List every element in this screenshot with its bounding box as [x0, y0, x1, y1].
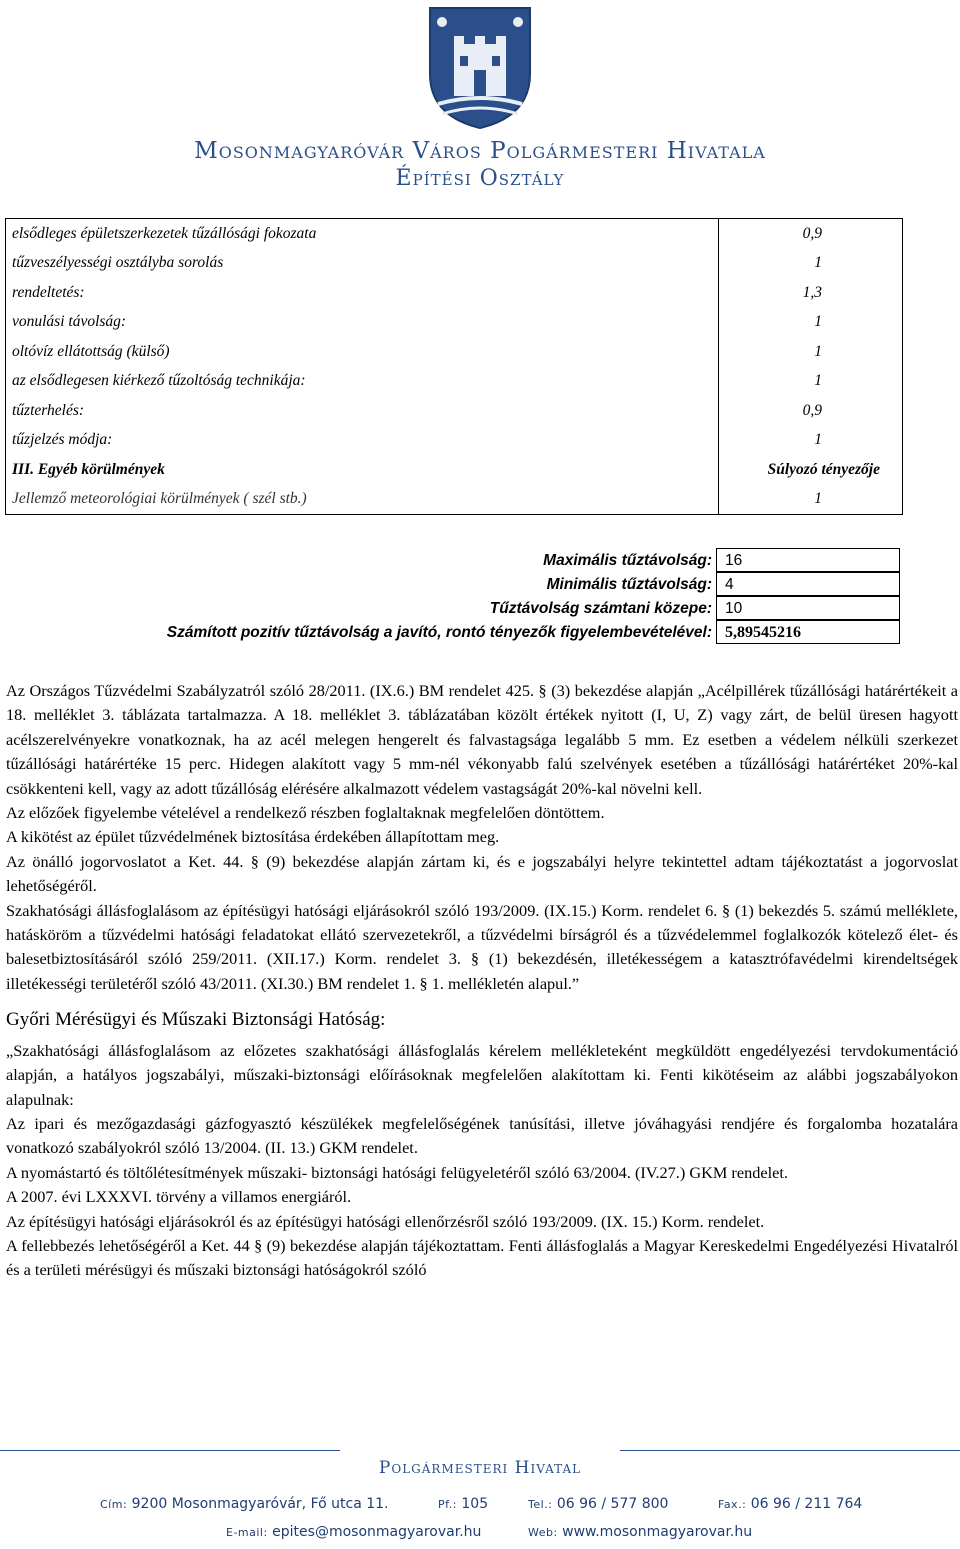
meteo-value: 1	[719, 485, 903, 515]
factor-value: 1	[719, 308, 903, 338]
computed-distance-value: 5,89545216	[716, 620, 900, 644]
factor-row	[6, 308, 903, 338]
paragraph: Az ipari és mezőgazdasági gázfogyasztó készülékek megfelelőségének tanúsítási, illetve jóváhagyási rendjére és forgalomba hozatalára vonatkozó szabályokról szóló 13/2004. (II. 13.) GKM rendelet.	[6, 1113, 958, 1158]
weight-header: Súlyozó tényezője	[719, 455, 903, 485]
office-title: Mosonmagyaróvár Város Polgármesteri Hivatala	[194, 138, 766, 164]
factor-row	[6, 396, 903, 426]
max-distance-row	[0, 548, 960, 574]
paragraph: Az előzőek figyelembe vételével a rendelkező részben foglaltaknak megfelelően döntöttem.	[6, 803, 605, 823]
factor-label: tűzjelzés módja:	[6, 426, 719, 456]
factor-label: oltóvíz ellátottság (külső)	[6, 337, 719, 367]
factor-value: 0,9	[719, 396, 903, 426]
section3-label: III. Egyéb körülmények	[6, 455, 719, 485]
paragraph: A nyomástartó és töltőlétesítmények műszaki- biztonsági hatósági felügyeletéről szóló 63/2004. (IV.27.) GKM rendelet.	[6, 1162, 788, 1182]
factor-label: elsődleges épületszerkezetek tűzállósági fokozata	[6, 219, 719, 249]
footer-rule-right	[620, 1450, 960, 1451]
footer-rule-left	[0, 1450, 340, 1451]
factor-row	[6, 337, 903, 367]
paragraph: Az Országos Tűzvédelmi Szabályzatról szóló 28/2011. (IX.6.) BM rendelet 425. § (3) bekezdése alapján „Acélpillérek tűzállósági határértékeit a 18. melléklet 3. táblázata tartalmazza. A 18. melléklet 3. táblázatában közölt értékek nyitott (I, U, Z) vagy zárt, de belül üresen hagyott acélszerelvényekre vonatkoznak, ha az acél melegen hengerelt és falvastagsága legalább 5 mm. Ez esetben a védelem nélküli szerkezet tűzállósági határértéke 15 perc. Hidegen alakított vagy 5 mm-nél vékonyabb falú szelvények esetében a tűzállósági határértéket 20%-kal csökkenteni kell, vagy az adott tűzállóság elérésére alkalmazott védelem vastagságát 20%-kal növelni kell.	[6, 681, 958, 798]
factor-row	[6, 278, 903, 308]
avg-distance-value: 10	[716, 596, 900, 620]
paragraph: Az építésügyi hatósági eljárásokról és az építésügyi hatósági ellenőrzésről szóló 193/2009. (IX. 15.) Korm. rendelet.	[6, 1211, 765, 1231]
meteo-row	[6, 485, 903, 515]
factor-value: 1	[719, 337, 903, 367]
footer-address: Cím: 9200 Mosonmagyaróvár, Fő utca 11.	[100, 1496, 389, 1512]
footer-phone: Tel.: 06 96 / 577 800	[528, 1496, 669, 1512]
factor-label: az elsődlegesen kiérkező tűzoltóság technikája:	[6, 367, 719, 397]
paragraph: „Szakhatósági állásfoglalásom az előzetes szakhatósági állásfoglalás kérelem mellékleteként megküldött engedélyezési tervdokumentáció alapján, a hatályos jogszabályi, műszaki-biztonsági előírásoknak megfelelően alakítottam ki. Fenti kikötéseim az alábbi jogszabályokon alapulnak:	[6, 1040, 958, 1109]
footer-email[interactable]: E-mail: epites@mosonmagyarovar.hu	[226, 1524, 482, 1540]
factor-row	[6, 426, 903, 456]
avg-distance-row	[0, 596, 960, 622]
max-distance-value: 16	[716, 548, 900, 572]
factor-value: 1	[719, 249, 903, 279]
factor-label: rendeltetés:	[6, 278, 719, 308]
section3-row	[6, 455, 903, 485]
paragraph: Az önálló jogorvoslatot a Ket. 44. § (9) bekezdése alapján zártam ki, és e jogszabályi helyre tekintettel adtam tájékoztatást a jogorvoslat lehetőségéről.	[6, 851, 958, 896]
factor-label: tűzveszélyességi osztályba sorolás	[6, 249, 719, 279]
factor-value: 1	[719, 426, 903, 456]
min-distance-value: 4	[716, 572, 900, 596]
paragraph: A 2007. évi LXXXVI. törvény a villamos energiáról.	[6, 1187, 352, 1207]
max-distance-label: Maximális tűztávolság:	[543, 552, 712, 569]
paragraph: A kikötést az épület tűzvédelmének biztosítása érdekében állapítottam meg.	[6, 827, 500, 847]
factor-value: 1	[719, 367, 903, 397]
computed-distance-row	[0, 620, 960, 646]
paragraph: Szakhatósági állásfoglalásom az építésügyi hatósági eljárásokról szóló 193/2009. (IX.15.) Korm. rendelet 6. § (1) bekezdés 5. számú melléklete, hatásköröm a tűzvédelmi hatósági feladatokat ellátó szervezetekről, a tűzvédelmi bírságról és a tűzvédelemmel foglalkozók kötelező élet- és balesetbiztosításáról szóló 259/2011. (XII.17.) Korm. rendelet 3. § (1) bekezdésén, illetékességem a katasztrófavédelmi kirendeltségek illetékességi területéről szóló 43/2011. (XI.30.) BM rendelet 1. § 1. mellékletén alapul.”	[6, 900, 958, 993]
factor-value: 0,9	[719, 219, 903, 249]
meteo-label: Jellemző meteorológiai körülmények ( szél stb.)	[6, 485, 719, 515]
city-coat-of-arms-icon	[424, 4, 536, 130]
section-heading: Győri Mérésügyi és Műszaki Biztonsági Hatóság:	[6, 1009, 386, 1031]
factor-row	[6, 249, 903, 279]
factor-row	[6, 219, 903, 249]
min-distance-label: Minimális tűztávolság:	[546, 576, 712, 593]
footer-title: Polgármesteri Hivatal	[378, 1458, 582, 1478]
footer-website[interactable]: Web: www.mosonmagyarovar.hu	[528, 1524, 753, 1540]
factors-table	[5, 218, 903, 515]
document-body	[6, 679, 958, 1283]
factor-label: tűzterhelés:	[6, 396, 719, 426]
letter-footer	[0, 1450, 960, 1549]
computed-distance-label: Számított pozitív tűztávolság a javító, rontó tényezők figyelembevételével:	[166, 624, 712, 641]
factor-value: 1,3	[719, 278, 903, 308]
factor-row	[6, 367, 903, 397]
avg-distance-label: Tűztávolság számtani közepe:	[489, 600, 712, 617]
paragraph: A fellebbezés lehetőségéről a Ket. 44 § (9) bekezdése alapján tájékoztattam. Fenti állásfoglalás a Magyar Kereskedelmi Engedélyezési Hivatalról és a területi mérésügyi és műszaki biztonsági hatóságokról szóló	[6, 1235, 958, 1280]
min-distance-row	[0, 572, 960, 598]
factor-label: vonulási távolság:	[6, 308, 719, 338]
footer-po-box: Pf.: 105	[438, 1496, 489, 1512]
letterhead	[0, 0, 960, 200]
department-title: Építési Osztály	[395, 166, 565, 191]
footer-fax: Fax.: 06 96 / 211 764	[718, 1496, 863, 1512]
